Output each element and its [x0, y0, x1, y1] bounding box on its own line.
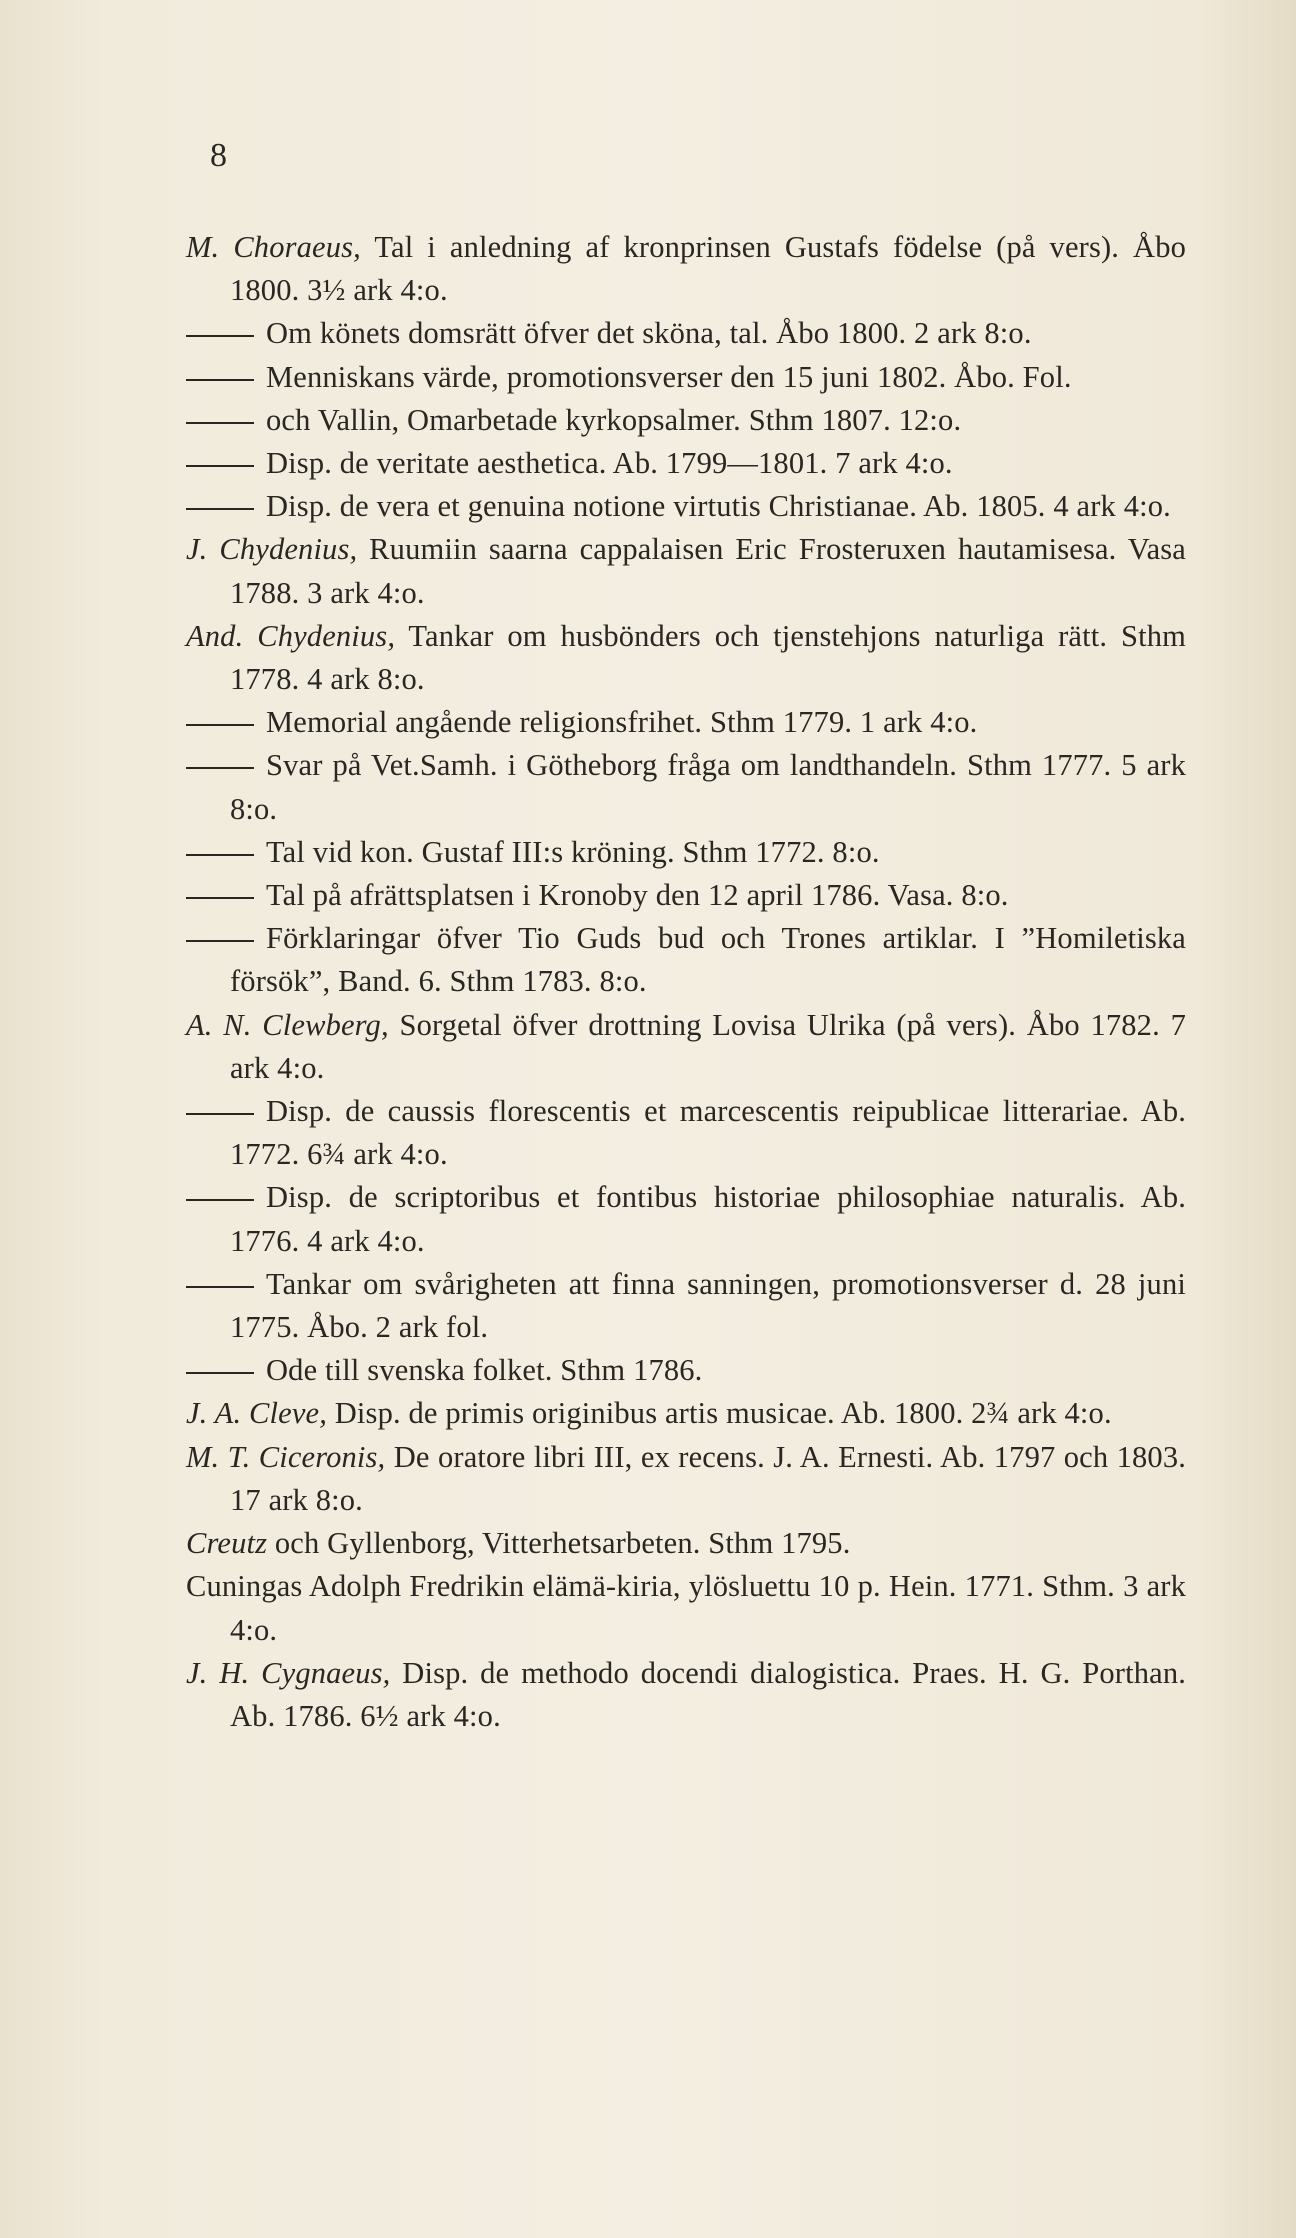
ditto-dash: [186, 465, 254, 467]
ditto-dash: [186, 508, 254, 510]
entry-text: Ruumiin saarna cappalaisen Eric Frosteruxen hautamisesa. Vasa 1788. 3 ark 4:o.: [230, 532, 1186, 610]
ditto-dash: [186, 940, 254, 942]
ditto-dash: [186, 1113, 254, 1115]
entry-text: De oratore libri III, ex recens. J. A. Ernesti. Ab. 1797 och 1803. 17 ark 8:o.: [230, 1439, 1187, 1517]
entry-text: Disp. de primis originibus artis musicae. Ab. 1800. 2¾ ark 4:o.: [326, 1396, 1112, 1431]
entry-18: [186, 1392, 1186, 1435]
entry-author: And. Chydenius,: [186, 618, 396, 653]
entry-text: Tankar om husbönders och tjenstehjons naturliga rätt. Sthm 1778. 4 ark 8:o.: [230, 618, 1186, 697]
entry-author: J. Chydenius,: [186, 532, 358, 567]
entry-9: [186, 744, 1186, 830]
ditto-dash: [186, 422, 254, 424]
entry-text: Tal i anledning af kronprinsen Gustafs födelse (på vers). Åbo 1800. 3½ ark 4:o.: [230, 230, 1187, 308]
entry-6: [186, 528, 1186, 614]
entry-author: M. T. Ciceronis,: [186, 1439, 386, 1474]
entry-author: J. H. Cygnaeus,: [186, 1655, 391, 1690]
entry-text: och Vallin, Omarbetade kyrkopsalmer. Sthm 1807. 12:o.: [266, 402, 962, 437]
entry-5: [186, 485, 1186, 528]
entry-text: Tankar om svårigheten att finna sanningen, promotionsverser d. 28 juni 1775. Åbo. 2 ark fol.: [230, 1266, 1186, 1345]
ditto-dash: [186, 1199, 254, 1201]
entry-21: [186, 1565, 1186, 1651]
entry-author: J. A. Cleve,: [186, 1396, 327, 1431]
entry-8: [186, 701, 1186, 744]
entry-text: Disp. de methodo docendi dialogistica. Praes. H. G. Porthan. Ab. 1786. 6½ ark 4:o.: [230, 1655, 1186, 1733]
ditto-dash: [186, 1286, 254, 1288]
entry-author: Creutz: [186, 1526, 268, 1561]
entry-text: Sorgetal öfver drottning Lovisa Ulrika (på vers). Åbo 1782. 7 ark 4:o.: [230, 1007, 1186, 1085]
entry-0: [186, 226, 1186, 312]
entry-text: Tal på afrättsplatsen i Kronoby den 12 april 1786. Vasa. 8:o.: [266, 878, 1009, 913]
entry-2: [186, 356, 1186, 399]
ditto-dash: [186, 335, 254, 337]
entry-author: A. N. Clewberg,: [186, 1007, 389, 1042]
entry-text: Disp. de scriptoribus et fontibus historiae philosophiae naturalis. Ab. 1776. 4 ark 4:o.: [230, 1180, 1186, 1258]
bibliography-list: [186, 226, 1186, 1738]
ditto-dash: [186, 854, 254, 856]
entry-11: [186, 874, 1186, 917]
entry-12: [186, 917, 1186, 1003]
entry-text: Tal vid kon. Gustaf III:s kröning. Sthm 1772. 8:o.: [266, 834, 880, 869]
entry-text: Memorial angående religionsfrihet. Sthm 1779. 1 ark 4:o.: [266, 705, 978, 740]
entry-17: [186, 1349, 1186, 1392]
entry-text: Svar på Vet.Samh. i Götheborg fråga om landthandeln. Sthm 1777. 5 ark 8:o.: [230, 748, 1186, 826]
entry-text: Disp. de caussis florescentis et marcescentis reipublicae litterariae. Ab. 1772. 6¾ ark 4:o.: [230, 1094, 1186, 1172]
entry-text: Ode till svenska folket. Sthm 1786.: [266, 1353, 703, 1388]
entry-1: [186, 312, 1186, 355]
entry-text: Disp. de vera et genuina notione virtutis Christianae. Ab. 1805. 4 ark 4:o.: [266, 489, 1171, 524]
entry-text: Menniskans värde, promotionsverser den 15 juni 1802. Åbo. Fol.: [266, 359, 1072, 394]
ditto-dash: [186, 767, 254, 769]
ditto-dash: [186, 1372, 254, 1374]
entry-10: [186, 831, 1186, 874]
entry-4: [186, 442, 1186, 485]
ditto-dash: [186, 379, 254, 381]
page-number: 8: [210, 137, 227, 174]
entry-text: Om könets domsrätt öfver det sköna, tal. Åbo 1800. 2 ark 8:o.: [266, 316, 1032, 351]
entry-15: [186, 1176, 1186, 1262]
entry-text: Disp. de veritate aesthetica. Ab. 1799—1801. 7 ark 4:o.: [266, 446, 953, 481]
entry-text: Förklaringar öfver Tio Guds bud och Trones artiklar. I ”Homiletiska försök”, Band. 6. Sthm 1783. 8:o.: [230, 921, 1186, 999]
entry-author: M. Choraeus,: [186, 230, 361, 264]
entry-text: och Gyllenborg, Vitterhetsarbeten. Sthm 1795.: [267, 1526, 851, 1561]
ditto-dash: [186, 724, 254, 726]
entry-7: [186, 615, 1186, 701]
entry-14: [186, 1090, 1186, 1176]
entry-19: [186, 1436, 1186, 1522]
entry-13: [186, 1004, 1186, 1090]
entry-16: [186, 1263, 1186, 1349]
entry-20: [186, 1522, 1186, 1565]
entry-22: [186, 1652, 1186, 1738]
entry-3: [186, 399, 1186, 442]
entry-text: Cuningas Adolph Fredrikin elämä-kiria, ylösluettu 10 p. Hein. 1771. Sthm. 3 ark 4:o.: [186, 1569, 1186, 1647]
ditto-dash: [186, 897, 254, 899]
